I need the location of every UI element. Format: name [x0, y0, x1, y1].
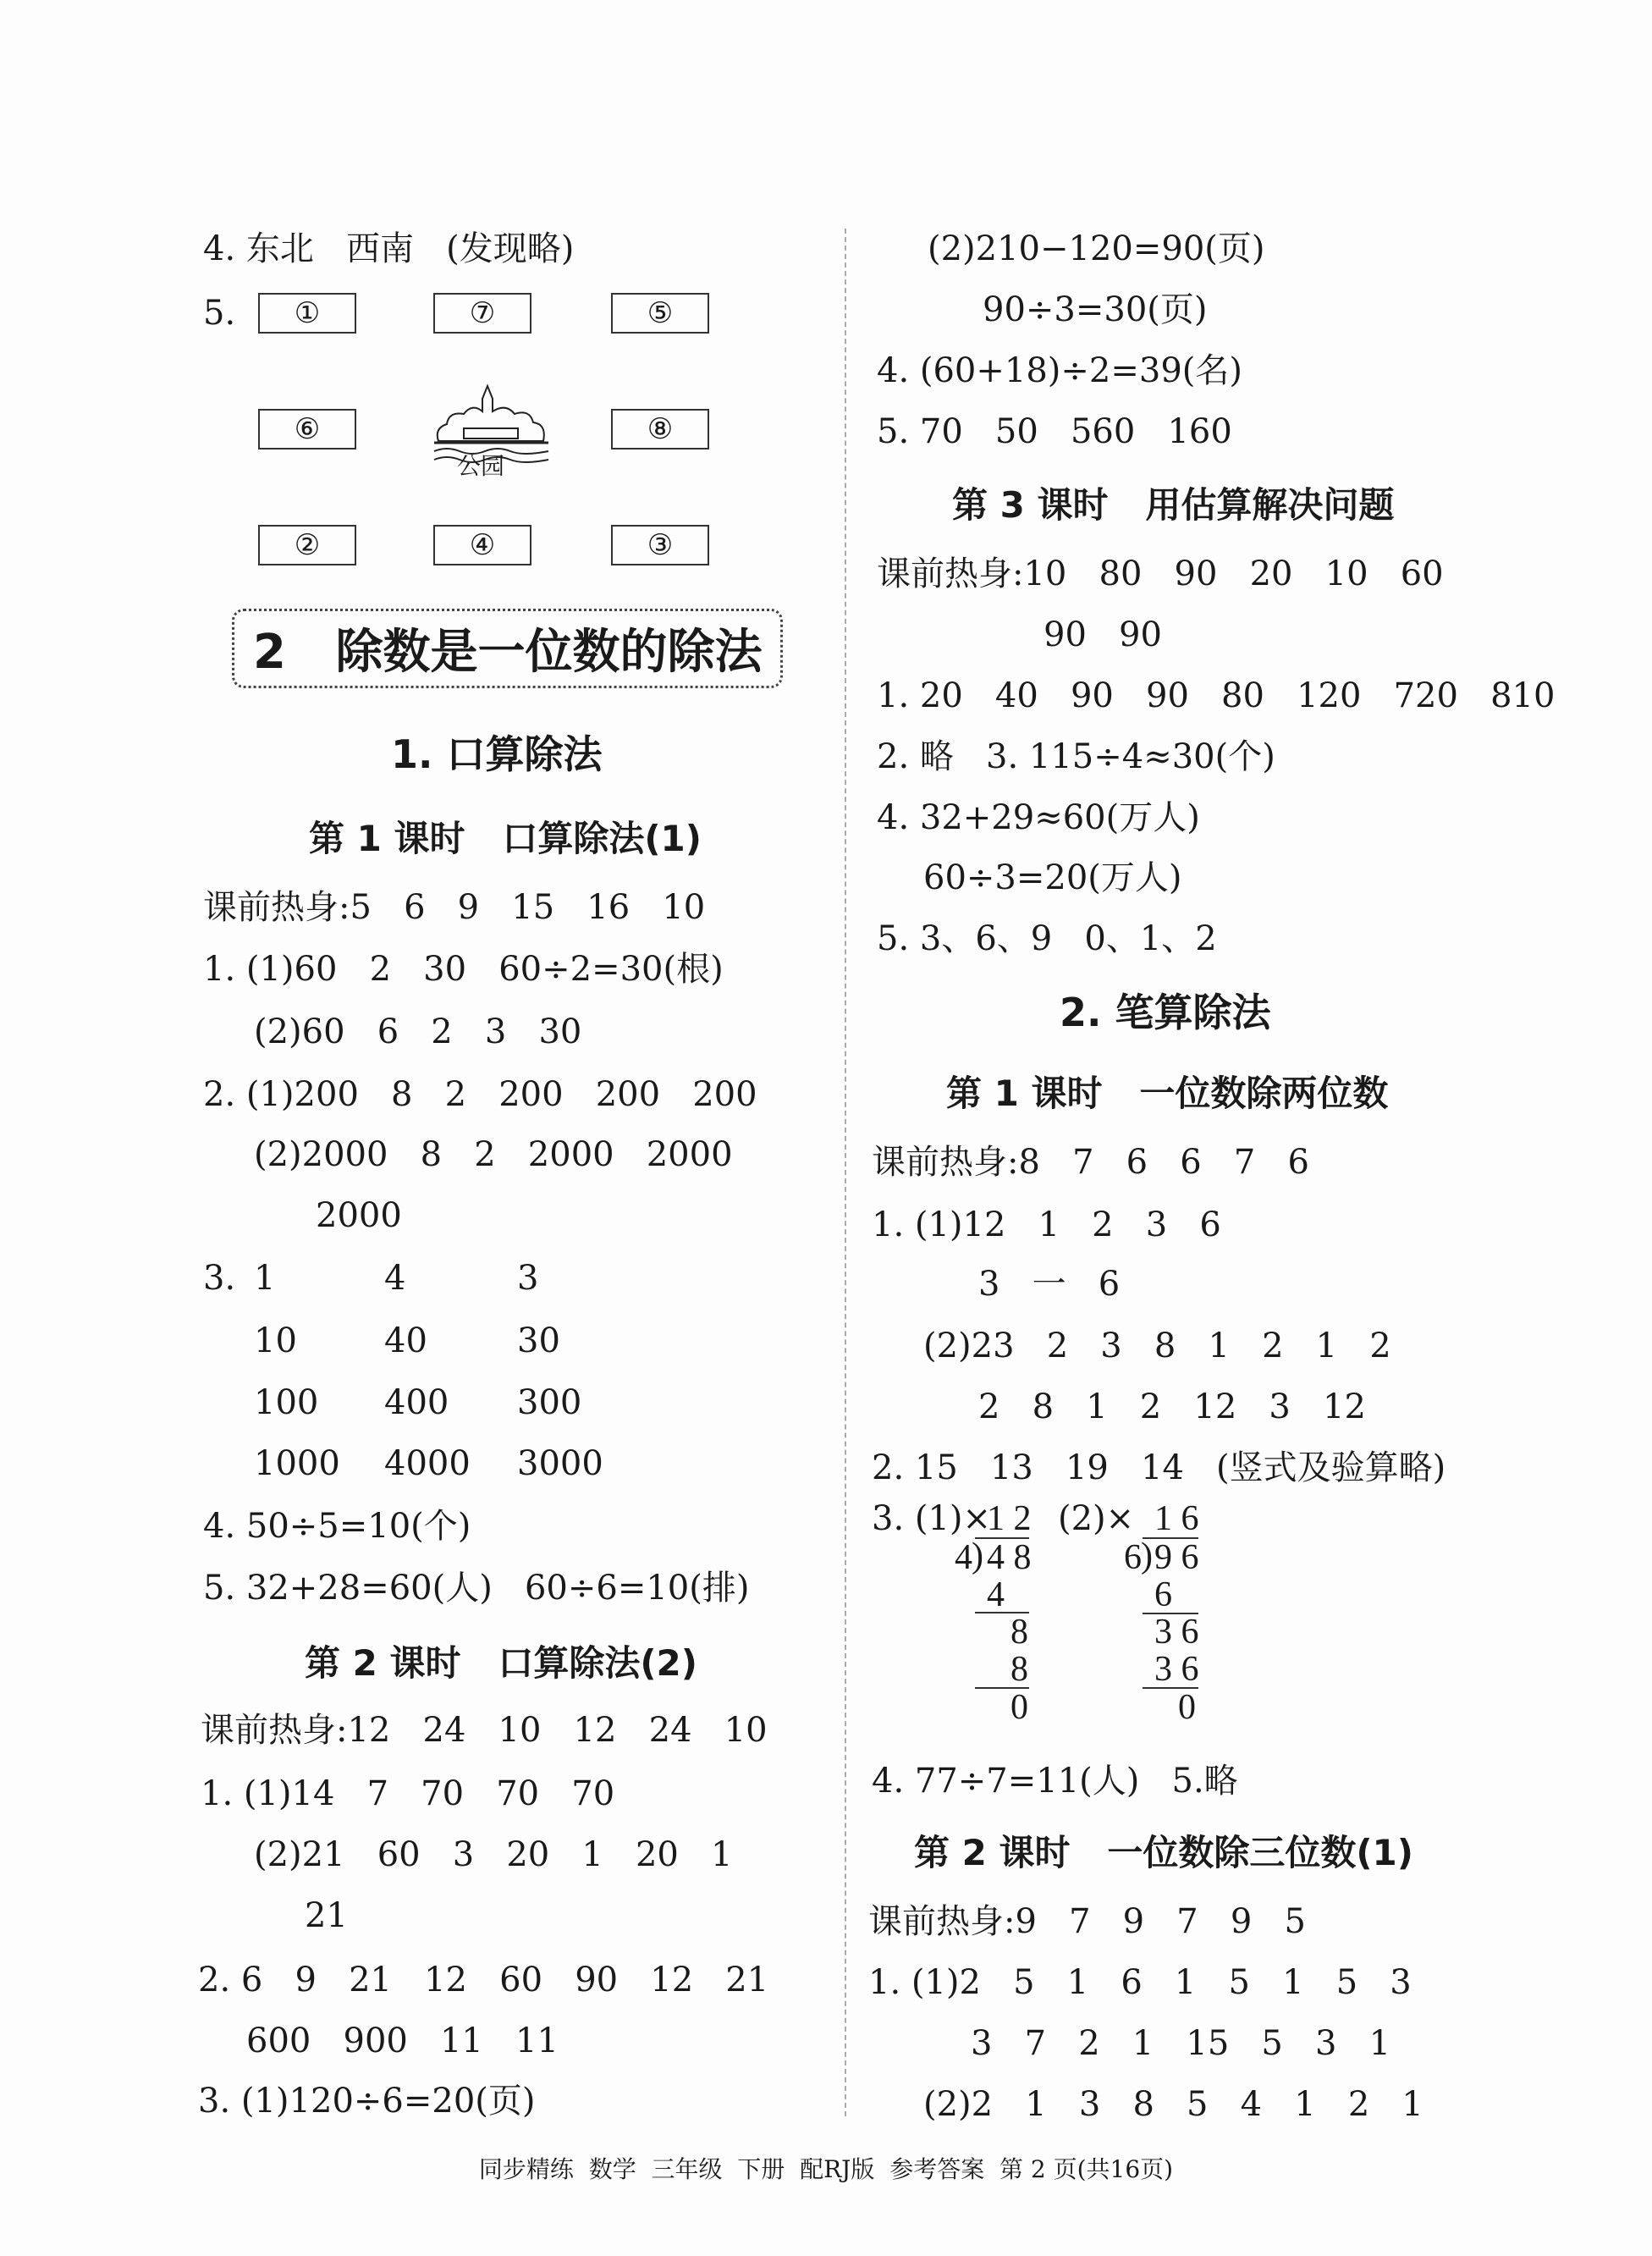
answer-line: 3 7 2 1 15 5 3 1: [971, 2024, 1391, 2063]
grid-cell: 1000: [254, 1444, 340, 1483]
step: 8: [1010, 1650, 1028, 1689]
answer-line: 4. (60+18)÷2=39(名): [877, 351, 1242, 390]
answer-line: (2)60 6 2 3 30: [254, 1012, 582, 1051]
section-title-oral-division: 1. 口算除法: [391, 731, 603, 777]
division-bracket: ): [972, 1536, 983, 1575]
dividend: 4 8: [987, 1538, 1032, 1577]
warmup-line: 课前热身:12 24 10 12 24 10: [201, 1711, 768, 1750]
answer-line: 3 一 6: [978, 1265, 1121, 1304]
answer-line: 5. 3、6、9 0、1、2: [877, 919, 1217, 958]
unit-title-banner: [232, 609, 783, 688]
answer-line: (2)210−120=90(页): [928, 229, 1265, 268]
grid-cell: 300: [517, 1383, 582, 1422]
grid-cell: 400: [384, 1383, 449, 1422]
lesson-title-1: 第 1 课时 口算除法(1): [309, 818, 702, 859]
answer-line: (2)23 2 3 8 1 2 1 2: [923, 1327, 1391, 1365]
answer-line: 3. (1)120÷6=20(页): [198, 2082, 536, 2121]
remainder: 3 6: [1154, 1613, 1199, 1652]
quotient: 1 2: [987, 1499, 1032, 1538]
answer-line: 90 90: [1044, 615, 1162, 654]
column-divider: [845, 229, 846, 2116]
answer-line: 2. 略 3. 115÷4≈30(个): [877, 737, 1275, 776]
answer-q3-label-1: 3. (1)×: [872, 1499, 992, 1538]
step: 3 6: [1154, 1650, 1199, 1689]
warmup-line: 课前热身:9 7 9 7 9 5: [868, 1902, 1306, 1941]
answer-line: 5. 32+28=60(人) 60÷6=10(排): [203, 1569, 750, 1608]
lesson-title-a: 第 1 课时 一位数除两位数: [946, 1073, 1389, 1114]
page-footer: 同步精练 数学 三年级 下册 配RJ版 参考答案 第 2 页(共16页): [478, 2155, 1174, 2183]
answer-line: 2000: [316, 1196, 402, 1235]
answer-line: 1. (1)60 2 30 60÷2=30(根): [203, 950, 724, 989]
remainder: 0: [1178, 1688, 1196, 1727]
step: 6: [1154, 1575, 1172, 1614]
answer-line: 1. (1)14 7 70 70 70: [201, 1774, 615, 1813]
remainder: 0: [1010, 1688, 1028, 1727]
map-box-3: ⑤: [611, 293, 709, 334]
answer-line: 21: [305, 1896, 348, 1935]
answer-line: 4. 50÷5=10(个): [203, 1507, 471, 1546]
answer-line: (2)21 60 3 20 1 20 1: [254, 1835, 733, 1874]
map-box-5: ⑧: [611, 409, 709, 450]
map-box-6: ②: [258, 525, 356, 565]
answer-q3-label: 3.: [203, 1259, 236, 1298]
grid-cell: 4: [384, 1259, 406, 1298]
dividend: 9 6: [1154, 1538, 1199, 1577]
answer-line: 4. 32+29≈60(万人): [877, 798, 1200, 837]
answer-line: 5. 70 50 560 160: [877, 412, 1232, 451]
park-label: 公园: [457, 452, 505, 480]
answer-line: 1. (1)2 5 1 6 1 5 1 5 3: [868, 1963, 1412, 2002]
lesson-title-b: 第 2 课时 一位数除三位数(1): [914, 1832, 1413, 1873]
answer-line: 2. (1)200 8 2 200 200 200: [203, 1075, 757, 1114]
grid-cell: 3000: [517, 1444, 603, 1483]
grid-cell: 4000: [384, 1444, 471, 1483]
quotient: 1 6: [1154, 1499, 1199, 1538]
unit-title: 2 除数是一位数的除法: [253, 625, 763, 680]
warmup-line: 课前热身:10 80 90 20 10 60: [877, 554, 1444, 593]
answer-line: (2)2 1 3 8 5 4 1 2 1: [923, 2085, 1423, 2124]
answer-line: 2 8 1 2 12 3 12: [978, 1387, 1366, 1426]
answer-line: 60÷3=20(万人): [923, 858, 1182, 897]
divisor: 4: [955, 1538, 972, 1577]
grid-cell: 10: [254, 1321, 297, 1360]
answer-line: 90÷3=30(页): [983, 290, 1208, 329]
answer-line: (2)2000 8 2 2000 2000: [254, 1135, 733, 1174]
map-box-2: ⑦: [433, 293, 531, 334]
step: 4: [987, 1575, 1005, 1614]
answer-line: 1. (1)12 1 2 3 6: [872, 1205, 1221, 1244]
grid-cell: 3: [517, 1259, 539, 1298]
warmup-line: 课前热身:8 7 6 6 7 6: [872, 1143, 1309, 1182]
grid-cell: 100: [254, 1383, 319, 1422]
section-title-written-division: 2. 笔算除法: [1060, 990, 1271, 1035]
warmup-line: 课前热身:5 6 9 15 16 10: [203, 888, 706, 927]
answer-line: 2. 15 13 19 14 (竖式及验算略): [872, 1448, 1446, 1487]
remainder: 8: [1010, 1613, 1028, 1652]
answer-line: 600 900 11 11: [246, 2022, 559, 2060]
grid-cell: 30: [517, 1321, 560, 1360]
answer-q3-label-2: (2)×: [1058, 1499, 1135, 1538]
answer-q5-label: 5.: [203, 294, 236, 333]
grid-cell: 40: [384, 1321, 427, 1360]
answer-line: 1. 20 40 90 90 80 120 720 810: [877, 676, 1556, 715]
division-bracket: ): [1141, 1536, 1153, 1575]
answer-line: 2. 6 9 21 12 60 90 12 21: [198, 1961, 769, 2000]
grid-cell: 1: [254, 1259, 276, 1298]
map-box-4: ⑥: [258, 409, 356, 450]
map-box-7: ④: [433, 525, 531, 565]
lesson-title-3: 第 3 课时 用估算解决问题: [952, 484, 1395, 526]
lesson-title-2: 第 2 课时 口算除法(2): [305, 1642, 697, 1684]
answer-line: 4. 77÷7=11(人) 5.略: [872, 1762, 1238, 1801]
divisor: 6: [1124, 1538, 1142, 1577]
map-box-1: ①: [258, 293, 356, 334]
map-box-8: ③: [611, 525, 709, 565]
answer-q4: 4. 东北 西南 (发现略): [203, 229, 575, 268]
